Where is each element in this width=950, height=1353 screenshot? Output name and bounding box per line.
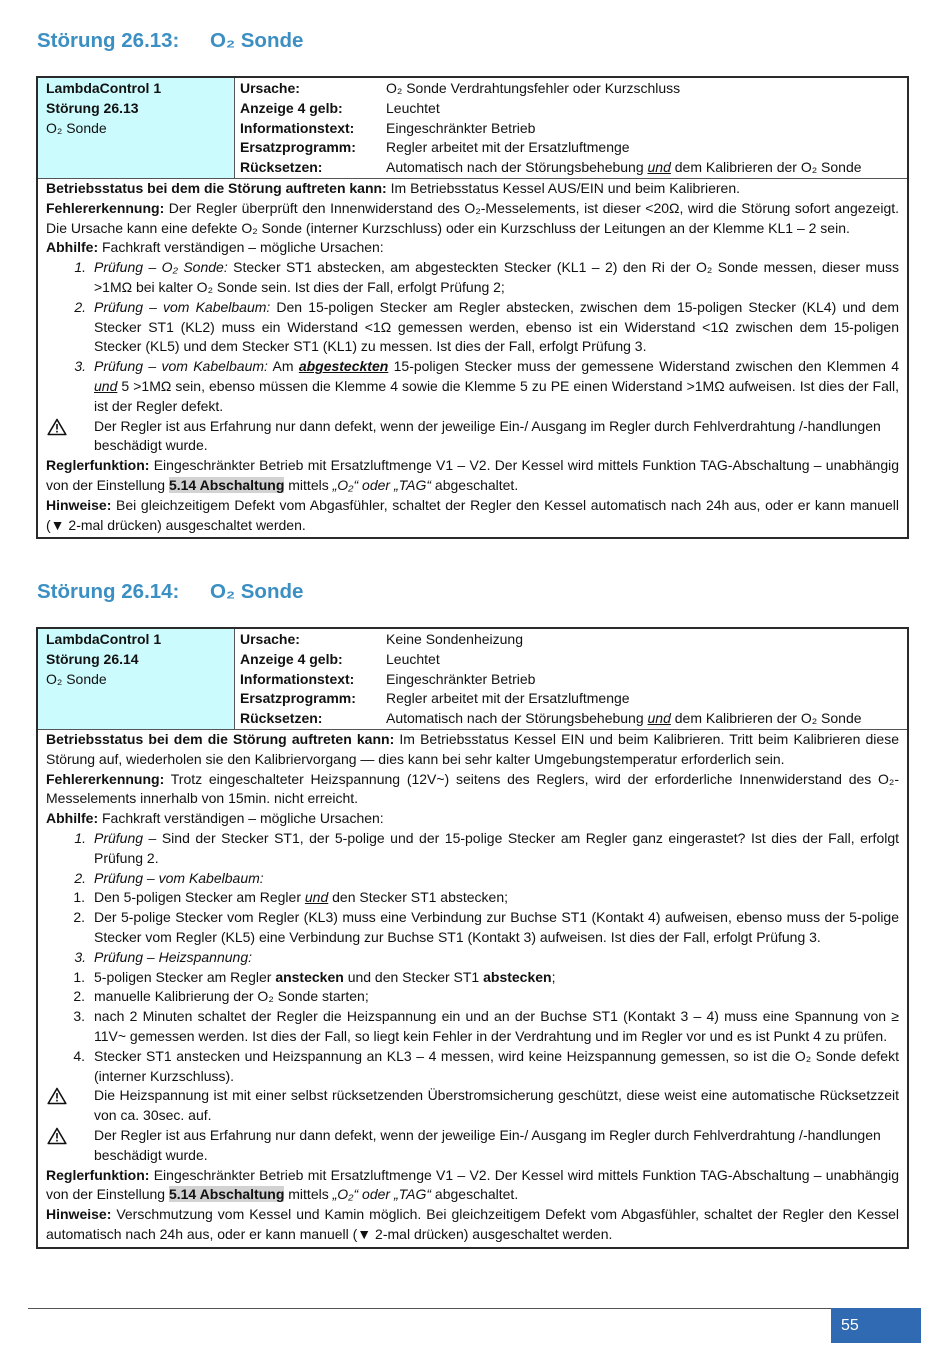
betriebsstatus-paragraph	[46, 179, 899, 199]
list-text	[94, 298, 899, 357]
footer-divider	[28, 1308, 921, 1309]
list-number: 1.	[74, 259, 86, 276]
sub-list-number: 2.	[73, 909, 85, 926]
device-cell	[38, 629, 235, 729]
component-name: O₂ Sonde	[46, 119, 107, 136]
attr-value	[386, 709, 901, 729]
sub-list-number: 3.	[73, 1008, 85, 1025]
sub-list-number: 1.	[73, 968, 85, 985]
attr-value: Eingeschränkter Betrieb	[386, 670, 536, 687]
list-heading: Prüfung –	[94, 829, 157, 846]
reglerfunktion-paragraph	[46, 456, 899, 496]
sub-list-body: den Stecker ST1 abstecken;	[332, 889, 509, 906]
reglerfunktion-text: mittels	[288, 476, 329, 493]
setting-reference: 5.14 Abschaltung	[168, 476, 285, 493]
attr-value: Keine Sondenheizung	[386, 631, 524, 647]
fault-id: Störung 26.14	[46, 650, 139, 667]
sub-list-body: 5-poligen Stecker am Regler	[94, 968, 272, 985]
list-number: 2.	[74, 869, 86, 886]
reglerfunktion-text: Eingeschränkter Betrieb mit Ersatzluftmenge V1 – V2. Der Kessel wird mittels Funktion TAG-Abschaltung – unabhängig von der Einstellung	[46, 457, 899, 493]
attr-row	[240, 709, 901, 729]
betriebsstatus-text: Im Betriebsstatus Kessel AUS/EIN und beim Kalibrieren.	[390, 179, 741, 196]
list-item	[46, 258, 899, 298]
attr-label: Informationstext:	[240, 670, 355, 687]
attr-row	[240, 79, 901, 99]
reglerfunktion-text: mittels	[288, 1186, 329, 1203]
mode-reference: „O₂“ oder „TAG“	[332, 476, 432, 493]
device-name: LambdaControl 1	[46, 80, 162, 96]
device-cell	[38, 78, 235, 178]
warning-note	[46, 1086, 899, 1126]
list-number: 2.	[74, 298, 86, 315]
attr-row	[240, 138, 901, 158]
sub-list-number: 2.	[73, 988, 85, 1005]
sub-list-item	[46, 987, 899, 1007]
sub-list-text: Stecker ST1 anstecken und Heizspannung an KL3 – 4 messen, wird keine Heizspannung gemessen, so ist die O₂ Sonde defekt (interner Kurzschluss).	[94, 1047, 899, 1084]
sub-list-number: 1.	[73, 889, 85, 906]
hinweise-paragraph	[46, 1205, 899, 1245]
sub-list-text	[94, 968, 899, 988]
attr-row	[240, 689, 901, 709]
attr-value: Leuchtet	[386, 650, 440, 667]
mode-reference: „O₂“ oder „TAG“	[332, 1186, 432, 1203]
reset-text: dem Kalibrieren der O₂ Sonde	[674, 159, 862, 176]
attr-value: Leuchtet	[386, 99, 440, 116]
hinweise-label: Hinweise:	[46, 1206, 112, 1223]
attr-label: Ersatzprogramm:	[240, 690, 356, 707]
list-item	[46, 298, 899, 357]
fehlererkennung-paragraph	[46, 770, 899, 810]
hinweise-text: Bei gleichzeitigem Defekt vom Abgasfühler, schaltet der Regler den Kessel automatisch nach 24h aus, oder er kann manuell (▼ 2-mal drücken) ausgeschaltet werden.	[46, 496, 899, 533]
attr-row	[240, 99, 901, 119]
sub-list-item	[46, 908, 899, 948]
attr-label: Rücksetzen:	[240, 159, 323, 176]
hinweise-paragraph	[46, 496, 899, 536]
list-body: Am	[272, 358, 294, 375]
list-heading: Prüfung – Heizspannung:	[94, 948, 252, 965]
warning-text: Der Regler ist aus Erfahrung nur dann defekt, wenn der jeweilige Ein-/ Ausgang im Regler durch Fehlverdrahtung /-handlungen beschädigt wurde.	[94, 417, 881, 454]
fault-name: O₂ Sonde	[210, 29, 304, 52]
sub-list-item	[46, 1007, 899, 1047]
sub-list-text: nach 2 Minuten schaltet der Regler die Heizspannung ein und an der Buchse ST1 (Kontakt 3 – 4) muss eine Spannung von ≥ 11V~ gemessen werden. Ist dies der Fall, so liegt kein Fehler in der Verdrahtung und im Regler vor und es ist Punkt 4 zu prüfen.	[94, 1008, 899, 1044]
fault-body	[38, 179, 907, 537]
fault-header	[38, 78, 907, 179]
fehlererkennung-label: Fehlererkennung:	[46, 770, 165, 787]
fault-attributes	[235, 78, 907, 178]
attr-value: Eingeschränkter Betrieb	[386, 119, 536, 136]
setting-reference: 5.14 Abschaltung	[168, 1186, 285, 1203]
list-body: 5 >1MΩ sein, ebenso müssen die Klemme 4 sowie die Klemme 5 zu PE einen Widerstand >1MΩ aufweisen. Ist dies der Fall, ist der Regler defekt.	[94, 377, 899, 414]
fault-code: Störung 26.14:	[37, 580, 180, 603]
attr-value: Regler arbeitet mit der Ersatzluftmenge	[386, 139, 630, 156]
list-number: 3.	[74, 358, 86, 375]
attr-row	[240, 119, 901, 139]
reglerfunktion-text: abgeschaltet.	[434, 476, 519, 493]
warning-text: Die Heizspannung ist mit einer selbst rücksetzenden Überstromsicherung geschützt, diese weist eine automatische Rücksetzzeit von ca. 30sec. auf.	[94, 1087, 899, 1124]
warning-note	[46, 1126, 899, 1166]
sub-list-item	[46, 1047, 899, 1087]
fault-code: Störung 26.13:	[37, 29, 180, 52]
attr-value	[386, 158, 901, 178]
attr-label: Anzeige 4 gelb:	[240, 99, 343, 116]
reset-und: und	[647, 710, 671, 727]
warning-note	[46, 417, 899, 457]
list-body: Sind der Stecker ST1, der 5-polige und der 15-polige Stecker am Regler ganz eingerastet? Ist dies der Fall, erfolgt Prüfung 2.	[94, 829, 900, 866]
fault-attributes	[235, 629, 907, 729]
hinweise-text: Verschmutzung vom Kessel und Kamin möglich. Bei gleichzeitigem Defekt vom Abgasfühler, schaltet der Regler den Kessel automatisch nach 24h aus, oder er kann manuell (▼ 2-mal drücken) ausgeschaltet werden.	[46, 1206, 899, 1242]
list-text	[94, 829, 899, 869]
attr-row	[240, 650, 901, 670]
betriebsstatus-paragraph	[46, 730, 899, 770]
sub-list-body: und den Stecker ST1	[347, 968, 480, 985]
reset-und: und	[647, 159, 671, 176]
sub-list-text: Der 5-polige Stecker vom Regler (KL3) muss eine Verbindung zur Buchse ST1 (Kontakt 4) aufweisen, ebenso muss der 5-polige Stecker vom Regler (KL5) eine Verbindung zur Buchse ST1 (Kontakt 3) aufweisen. Ist dies der Fall, erfolgt Prüfung 3.	[94, 909, 899, 945]
sub-list-item	[46, 888, 899, 908]
emphasis: und	[94, 377, 118, 394]
fehlererkennung-paragraph	[46, 199, 899, 239]
sub-list-text: manuelle Kalibrierung der O₂ Sonde starten;	[94, 988, 369, 1005]
list-text	[94, 258, 899, 298]
fault-id: Störung 26.13	[46, 99, 139, 116]
list-text	[94, 357, 899, 416]
attr-label: Rücksetzen:	[240, 710, 323, 727]
attr-value: Regler arbeitet mit der Ersatzluftmenge	[386, 690, 630, 707]
attr-label: Ersatzprogramm:	[240, 139, 356, 156]
reglerfunktion-text: Eingeschränkter Betrieb mit Ersatzluftmenge V1 – V2. Der Kessel wird mittels Funktion TAG-Abschaltung – unabhängig von der Einstellung	[46, 1166, 899, 1203]
warning-text: Der Regler ist aus Erfahrung nur dann defekt, wenn der jeweilige Ein-/ Ausgang im Regler durch Fehlverdrahtung /-handlungen beschädigt wurde.	[94, 1126, 881, 1163]
list-heading: Prüfung – vom Kabelbaum:	[94, 298, 271, 315]
warning-triangle-icon	[46, 1086, 94, 1126]
reglerfunktion-label: Reglerfunktion:	[46, 1166, 150, 1183]
fehlererkennung-text: Trotz eingeschalteter Heizspannung (12V~) seitens des Reglers, wird der erforderliche Innenwiderstand des O₂-Messelements innerhalb von 15min. nicht erreicht.	[46, 770, 899, 807]
sub-list-body: ;	[551, 968, 556, 985]
attr-label: Anzeige 4 gelb:	[240, 650, 343, 667]
list-number: 1.	[74, 829, 86, 846]
list-item	[46, 948, 899, 968]
reglerfunktion-paragraph	[46, 1166, 899, 1206]
attr-row	[240, 630, 901, 650]
fault-body	[38, 730, 907, 1247]
attr-value: O₂ Sonde Verdrahtungsfehler oder Kurzschluss	[386, 80, 681, 96]
list-heading: Prüfung – O₂ Sonde:	[94, 259, 228, 276]
abhilfe-label: Abhilfe:	[46, 239, 99, 256]
warning-triangle-icon	[46, 417, 94, 457]
warning-triangle-icon	[46, 1126, 94, 1166]
component-name: O₂ Sonde	[46, 670, 107, 687]
list-heading: Prüfung – vom Kabelbaum:	[94, 869, 264, 886]
attr-row	[240, 158, 901, 178]
abhilfe-paragraph	[46, 809, 899, 829]
fehlererkennung-text: Der Regler überprüft den Innenwiderstand des O₂-Messelements, ist dieser <20Ω, wird die Störung sofort angezeigt. Die Ursache kann eine defekte O₂ Sonde (interner Kurzschluss) oder ein Kurzschluss der Leitungen an der Klemme KL1 – 2 sein.	[46, 199, 900, 236]
list-body: Stecker ST1 abstecken, am abgesteckten Stecker (KL1 – 2) den Ri der O₂ Sonde messen, dieser muss >1MΩ bei kalter O₂ Sonde sein. Ist dies der Fall, erfolgt Prüfung 2;	[94, 259, 899, 295]
betriebsstatus-label: Betriebsstatus bei dem die Störung auftreten kann:	[46, 730, 395, 747]
sub-list-item	[46, 968, 899, 988]
emphasis: und	[304, 889, 329, 906]
abhilfe-label: Abhilfe:	[46, 810, 99, 827]
list-body: Den 15-poligen Stecker am Regler abstecken, zwischen dem 15-poligen Stecker (KL4) und dem Stecker ST1 (KL2) muss ein Widerstand <1Ω gemessen werden, ebenso ist ein Widerstand <1Ω zwischen dem 15-poligen Stecker (KL5) und dem Stecker ST1 (KL1) zu messen. Ist dies der Fall, erfolgt Prüfung 3.	[94, 298, 900, 355]
list-item	[46, 829, 899, 869]
sub-list-number: 4.	[73, 1047, 85, 1064]
reglerfunktion-text: abgeschaltet.	[434, 1186, 519, 1203]
section-title	[37, 31, 303, 51]
fehlererkennung-label: Fehlererkennung:	[46, 199, 165, 216]
list-body: 15-poligen Stecker muss der gemessene Widerstand zwischen den Klemmen 4	[393, 358, 900, 375]
device-name: LambdaControl 1	[46, 631, 162, 647]
abhilfe-paragraph	[46, 238, 899, 258]
reset-text: Automatisch nach der Störungsbehebung	[386, 710, 644, 727]
list-item	[46, 357, 899, 416]
emphasis: anstecken	[275, 968, 344, 985]
betriebsstatus-text: Im Betriebsstatus Kessel EIN und beim Kalibrieren. Tritt beim Kalibrieren diese Störung auf, wiederholen sie den Kalibriervorgang — dies kann bei sehr kalter Umgebungstemperatur erforderlich sein.	[46, 730, 899, 767]
list-number: 3.	[74, 948, 86, 965]
abhilfe-text: Fachkraft verständigen – mögliche Ursachen:	[102, 239, 384, 256]
hinweise-label: Hinweise:	[46, 496, 112, 513]
fault-name: O₂ Sonde	[210, 580, 304, 603]
reglerfunktion-label: Reglerfunktion:	[46, 457, 150, 474]
attr-label: Ursache:	[240, 631, 300, 647]
attr-label: Informationstext:	[240, 119, 355, 136]
emphasis: abgesteckten	[298, 358, 389, 375]
emphasis: abstecken	[483, 968, 552, 985]
reset-text: dem Kalibrieren der O₂ Sonde	[674, 710, 862, 727]
reset-text: Automatisch nach der Störungsbehebung	[386, 159, 644, 176]
attr-row	[240, 670, 901, 690]
fault-header	[38, 629, 907, 730]
abhilfe-text: Fachkraft verständigen – mögliche Ursachen:	[102, 810, 384, 827]
betriebsstatus-label: Betriebsstatus bei dem die Störung auftreten kann:	[46, 179, 387, 196]
sub-list-body: Den 5-poligen Stecker am Regler	[94, 889, 301, 906]
section-title	[37, 582, 303, 602]
list-heading: Prüfung – vom Kabelbaum:	[94, 358, 268, 375]
sub-list-text	[94, 888, 899, 908]
page-number: 55	[831, 1308, 921, 1343]
list-item	[46, 869, 899, 889]
attr-label: Ursache:	[240, 80, 300, 96]
fault-box-26-14	[36, 627, 909, 1249]
fault-box-26-13	[36, 76, 909, 539]
